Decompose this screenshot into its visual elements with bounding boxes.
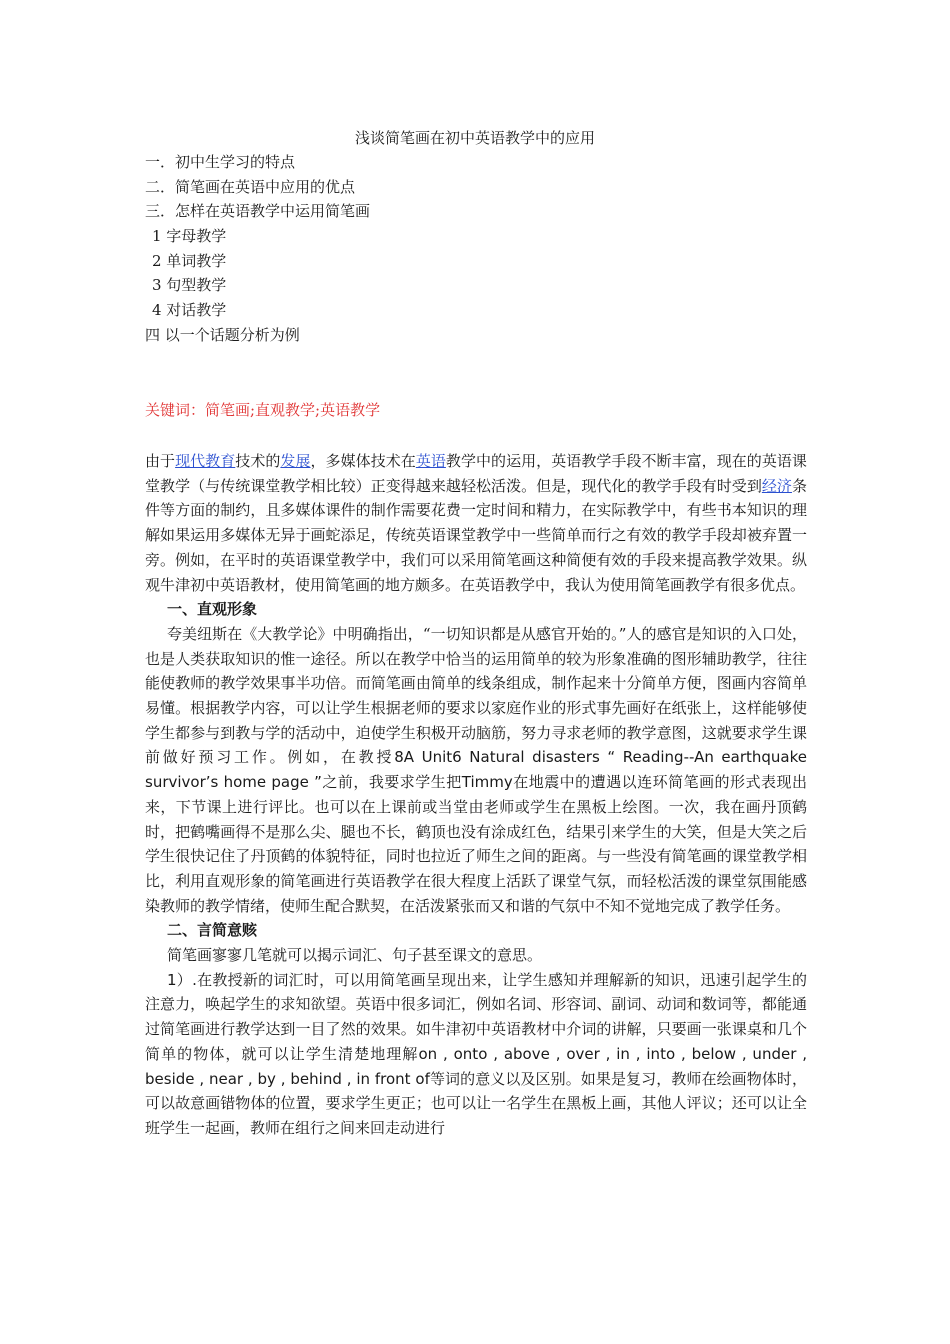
- intro-paragraph: [145, 449, 807, 597]
- text-run: 之前，我要求学生把: [321, 773, 462, 792]
- link-modern-education[interactable]: 现代教育: [175, 452, 236, 470]
- outline-item: 二．简笔画在英语中应用的优点: [145, 177, 356, 196]
- outline-subitem: 2 单词教学: [152, 251, 227, 270]
- text-run: 夸美纽斯在《大教学论》中明确指出，“一切知识都是从感官开始的。”人的感官是知识的入口处，也是人类获取知识的惟一途径。所以在教学中恰当的运用简单的较为形象准确的图形辅助教学，往往能使教师的教学效果事半功倍。而简笔画由简单的线条组成，制作起来十分简单方便，图画内容简单易懂。根据教学内容，可以让学生根据老师的要求以家庭作业的形式事先画好在纸张上，这样能够使学生都参与到教与学的活动中，迫使学生积极开动脑筋，努力寻求老师的教学意图，这就要求学生课前做好预习工作。例如，在教授: [145, 624, 807, 767]
- english-text: Timmy: [461, 773, 513, 792]
- english-text: on , onto , above , over , in , into , below , under , beside , near , by , behind , in front of: [145, 1044, 807, 1088]
- outline-subitem: 1 字母教学: [152, 227, 227, 246]
- english-text: 8A Unit6 Natural disasters “ Reading--An earthquake survivor’s home page ”: [145, 748, 807, 792]
- text-run: 条件等方面的制约，且多媒体课件的制作需要花费一定时间和精力，在实际教学中，有些书本知识的理解如果运用多媒体无异于画蛇添足，传统英语课堂教学中一些简单而行之有效的教学手段却被弃置一旁。例如，在平时的英语课堂教学中，我们可以采用简笔画这种简便有效的手段来提高教学效果。纵观牛津初中英语教材，使用简笔画的地方颇多。在英语教学中，我认为使用简笔画教学有很多优点。: [145, 476, 807, 594]
- article-body: [145, 449, 807, 1141]
- keywords-line: 关键词：简笔画;直观教学;英语教学: [145, 401, 381, 419]
- text-run: 技术的: [235, 452, 281, 470]
- link-development[interactable]: 发展: [280, 452, 311, 470]
- text-run: .在教授新的词汇时，可以用简笔画呈现出来，让学生感知并理解新的知识，迅速引起学生的注意力，唤起学生的求知欲望。英语中很多词汇，例如名词、形容词、副词、动词和数词等，都能通过简笔画进行教学达到一目了然的效果。如牛津初中英语教材中介词的讲解，只要画一张课桌和几个简单的物体，就可以让学生清楚地理解: [145, 970, 807, 1063]
- text-run: 等词的意义以及区别。如果是复习，教师在绘画物体时，可以故意画错物体的位置，要求学生更正；也可以让一名学生在黑板上画，其他人评议；还可以让全班学生一起画，教师在组行之间来回走动进行: [145, 1069, 807, 1137]
- section-heading: 二、言简意赅: [167, 921, 258, 940]
- outline-item: 三．怎样在英语教学中运用简笔画: [145, 202, 371, 221]
- outline-subitem: 3 句型教学: [152, 276, 227, 295]
- document-title: 浅谈简笔画在初中英语教学中的应用: [354, 129, 595, 147]
- section2-paragraph: 简笔画寥寥几笔就可以揭示词汇、句子甚至课文的意思。: [167, 946, 543, 965]
- outline-item: 一．初中生学习的特点: [145, 153, 296, 171]
- text-run: ，多媒体技术在: [310, 452, 416, 470]
- section2-paragraph: [145, 968, 807, 1141]
- link-economy[interactable]: 经济: [761, 476, 792, 495]
- outline-list: [145, 150, 370, 348]
- outline-item: 四 以一个话题分析为例: [145, 325, 300, 344]
- section1-paragraph: [145, 622, 807, 918]
- text-run: 由于: [145, 452, 176, 470]
- text-run: 在地震中的遭遇以连环简笔画的形式表现出来，下节课上进行评比。也可以在上课前或当堂由老师或学生在黑板上绘图。一次，我在画丹顶鹤时，把鹤嘴画得不是那么尖、腿也不长，鹤顶也没有涂成红色，结果引来学生的大笑，但是大笑之后学生很快记住了丹顶鹤的体貌特征，同时也拉近了师生之间的距离。与一些没有简笔画的课堂教学相比，利用直观形象的简笔画进行英语教学在很大程度上活跃了课堂气氛，而轻松活泼的课堂氛围能感染教师的教学情绪，使师生配合默契，在活泼紧张而又和谐的气氛中不知不觉地完成了教学任务。: [145, 773, 807, 915]
- text-run: 教学中的运用，英语教学手段不断丰富，现在的英语课堂教学（与传统课堂教学相比较）正变得越来越轻松活泼。但是，现代化的教学手段有时受到: [145, 452, 807, 495]
- outline-subitem: 4 对话教学: [152, 301, 227, 320]
- text-run: 1）: [167, 970, 193, 989]
- section-heading: 一、直观形象: [167, 600, 258, 619]
- link-english[interactable]: 英语: [415, 452, 446, 470]
